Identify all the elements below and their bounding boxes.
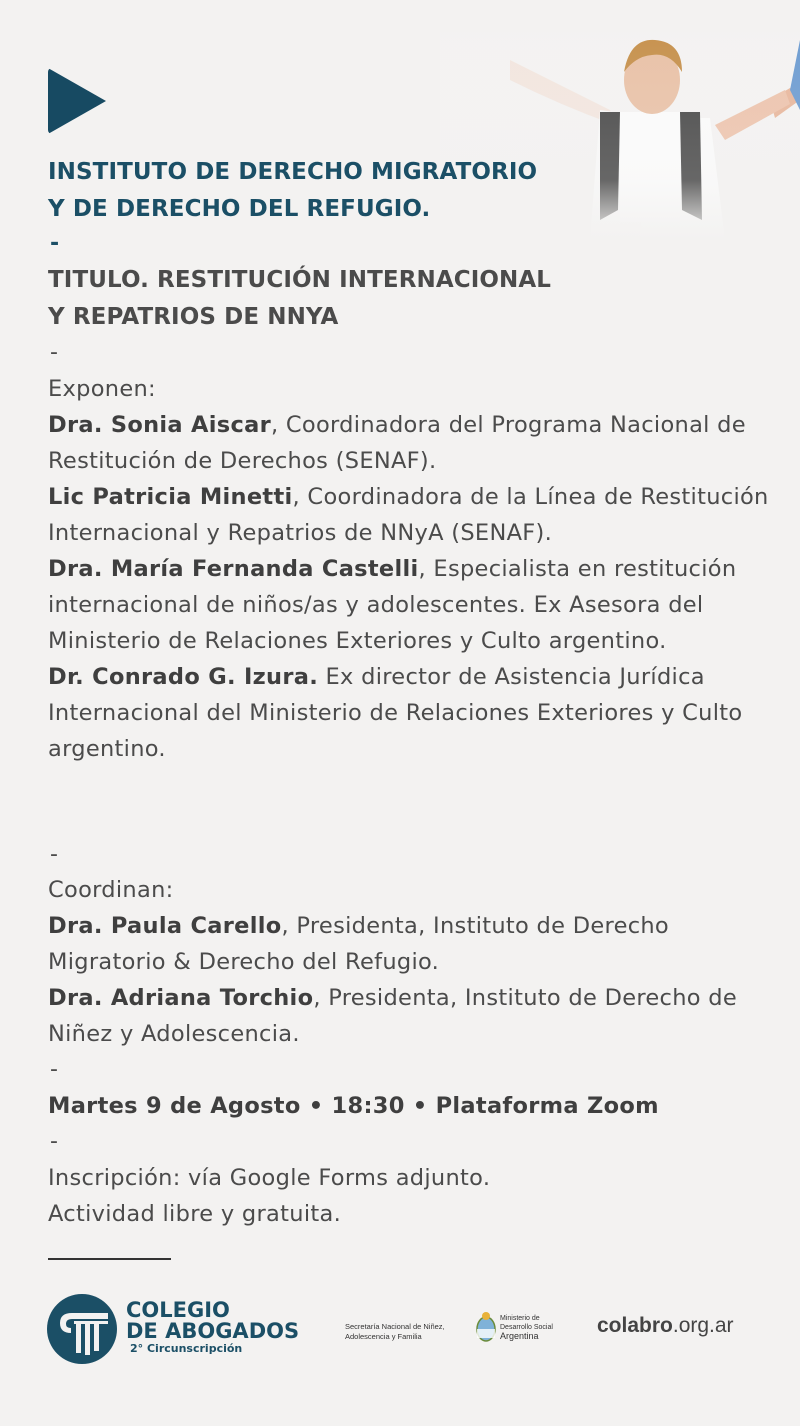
website-bold: colabro: [597, 1314, 673, 1337]
speaker-entry: [48, 659, 793, 767]
speaker-desc: , Coordinadora del Programa Nacional de Restitución de Derechos (SENAF).: [48, 412, 746, 474]
speaker-desc: , Especialista en restitución internacional de niños/as y adolescentes. Ex Asesora del Ministerio de Relaciones Exteriores y Culto argentino.: [48, 556, 737, 654]
divider: [48, 1258, 171, 1260]
secretaria-line: Secretaría Nacional de Niñez,: [345, 1322, 445, 1331]
registration-line: Actividad libre y gratuita.: [48, 1201, 342, 1227]
colegio-line: COLEGIO: [126, 1298, 230, 1322]
speaker-name: Dra. Sonia Aiscar: [48, 412, 271, 438]
coordinator-desc: , Presidenta, Instituto de Derecho Migratorio & Derecho del Refugio.: [48, 913, 670, 975]
separator: -: [50, 1129, 58, 1154]
separator: -: [50, 842, 58, 867]
institute-line: INSTITUTO DE DERECHO MIGRATORIO: [48, 159, 538, 185]
event-datetime: Martes 9 de Agosto • 18:30 • Plataforma Zoom: [48, 1093, 659, 1119]
website-link[interactable]: [597, 1314, 734, 1338]
separator: -: [50, 1057, 58, 1082]
coordinator-entry: [48, 980, 793, 1052]
coordinators-label: Coordinan:: [48, 877, 174, 903]
speaker-entry: [48, 551, 793, 659]
colegio-sub: 2° Circunscripción: [130, 1342, 243, 1355]
speaker-entry: [48, 407, 793, 479]
registration-info: [48, 1160, 793, 1232]
coordinator-entry: [48, 908, 793, 980]
institute-line: Y DE DERECHO DEL REFUGIO.: [48, 196, 431, 222]
ministerio-line: Ministerio de: [500, 1315, 540, 1322]
ministerio-logo: [500, 1314, 553, 1341]
registration-line: Inscripción: vía Google Forms adjunto.: [48, 1165, 491, 1191]
speaker-name: Lic Patricia Minetti: [48, 484, 293, 510]
institute-title: [48, 154, 537, 228]
title-line: TITULO. RESTITUCIÓN INTERNACIONAL: [48, 267, 552, 293]
ministerio-line: Desarrollo Social: [500, 1324, 553, 1331]
coordinator-name: Dra. Adriana Torchio: [48, 985, 314, 1011]
colegio-line: DE ABOGADOS: [126, 1319, 300, 1343]
speaker-desc: , Coordinadora de la Línea de Restitución Internacional y Repatrios de NNyA (SENAF).: [48, 484, 769, 546]
title-line: Y REPATRIOS DE NNYA: [48, 304, 339, 330]
event-title: [48, 262, 551, 336]
website-rest: .org.ar: [672, 1314, 734, 1337]
coordinator-name: Dra. Paula Carello: [48, 913, 282, 939]
separator: -: [50, 231, 60, 256]
ministerio-line: Argentina: [500, 1331, 539, 1341]
coordinator-desc: , Presidenta, Instituto de Derecho de Niñez y Adolescencia.: [48, 985, 738, 1047]
speakers-label: Exponen:: [48, 376, 156, 402]
speaker-desc: Ex director de Asistencia Jurídica Internacional del Ministerio de Relaciones Exteriores y Culto argentino.: [48, 664, 743, 762]
play-icon: [48, 68, 106, 134]
separator: -: [50, 340, 58, 365]
secretaria-line: Adolescencia y Familia: [345, 1332, 422, 1341]
speaker-entry: [48, 479, 793, 551]
speakers-section: [48, 371, 793, 767]
coordinators-section: [48, 872, 793, 1052]
colegio-logo-icon: [46, 1293, 118, 1365]
argentina-coat-of-arms-icon: [475, 1310, 497, 1344]
speaker-name: Dra. María Fernanda Castelli: [48, 556, 419, 582]
colegio-logo-text: [126, 1300, 299, 1356]
speaker-name: Dr. Conrado G. Izura.: [48, 664, 319, 690]
secretaria-logo: [345, 1322, 445, 1342]
